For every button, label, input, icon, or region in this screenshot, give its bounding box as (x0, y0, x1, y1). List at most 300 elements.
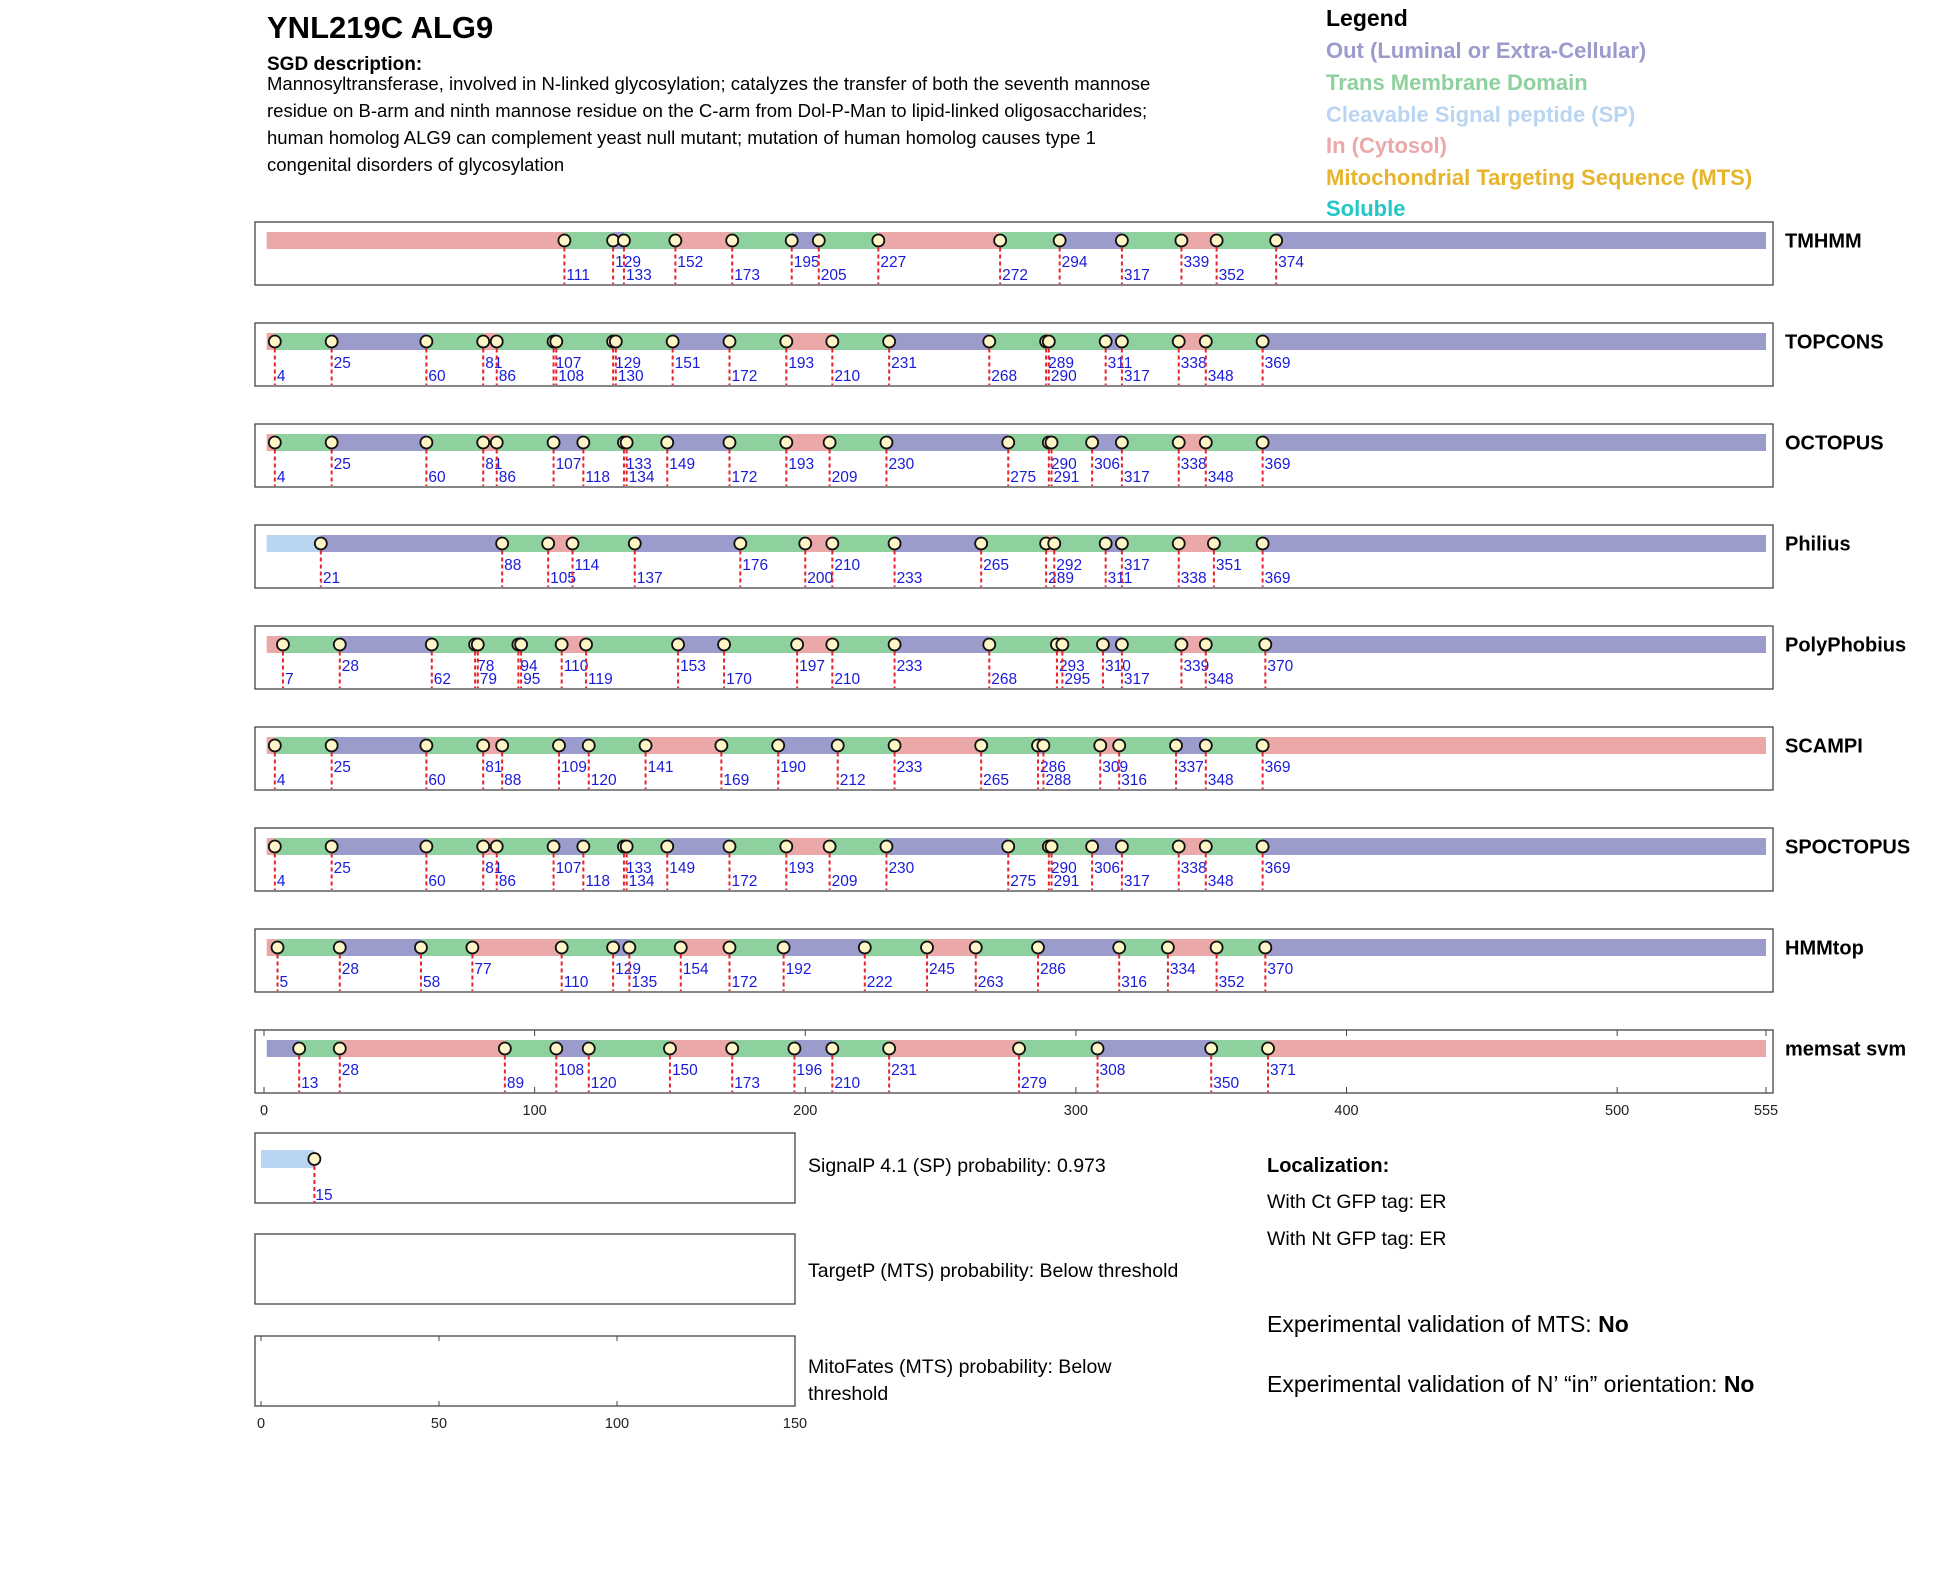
track-memsat-svm (255, 1030, 1906, 1093)
position-label: 135 (631, 974, 658, 991)
segment-tm (729, 939, 783, 956)
position-label: 292 (1056, 557, 1083, 574)
position-marker (975, 538, 987, 550)
position-marker (1257, 538, 1269, 550)
position-marker (1257, 740, 1269, 752)
position-marker (723, 841, 735, 853)
segment-tm (1122, 333, 1179, 350)
position-marker (824, 841, 836, 853)
x-tick-label: 400 (1334, 1103, 1359, 1119)
position-marker (1100, 538, 1112, 550)
segment-tm (1206, 636, 1266, 653)
position-marker (580, 639, 592, 651)
position-label: 114 (574, 557, 600, 574)
position-marker (426, 639, 438, 651)
position-marker (607, 942, 619, 954)
segment-out (678, 636, 724, 653)
segment-tm (1206, 333, 1263, 350)
segment-tm (573, 535, 635, 552)
position-marker (975, 740, 987, 752)
position-label: 289 (1048, 570, 1074, 587)
mitofates-text-cont: threshold (808, 1383, 889, 1405)
segment-tm (502, 535, 548, 552)
segment-tm (556, 333, 613, 350)
position-label: 169 (723, 772, 750, 789)
position-marker (1092, 1043, 1104, 1055)
segment-tm (426, 737, 483, 754)
position-marker (621, 437, 633, 449)
position-marker (983, 336, 995, 348)
legend-item-out: Out (Luminal or Extra-Cellular) (1326, 38, 1647, 63)
position-marker (496, 538, 508, 550)
position-label: 369 (1264, 355, 1291, 372)
position-label: 348 (1207, 469, 1234, 486)
track-scampi (255, 727, 1863, 790)
position-marker (734, 538, 746, 550)
segment-tm (421, 939, 472, 956)
position-label: 306 (1094, 456, 1121, 473)
position-marker (1173, 437, 1185, 449)
position-marker (1200, 841, 1212, 853)
position-marker (334, 942, 346, 954)
position-label: 190 (780, 759, 807, 776)
position-label: 62 (433, 671, 452, 688)
segment-out (784, 939, 865, 956)
position-marker (1200, 639, 1212, 651)
position-marker (1013, 1043, 1025, 1055)
segment-tm (589, 737, 646, 754)
position-label: 286 (1040, 759, 1066, 776)
track-label: SCAMPI (1785, 735, 1863, 758)
position-marker (420, 740, 432, 752)
segment-out (886, 838, 1008, 855)
page-title: YNL219C ALG9 (267, 10, 494, 45)
segment-out (895, 636, 990, 653)
position-label: 60 (428, 469, 446, 486)
position-label: 290 (1050, 368, 1077, 385)
position-marker (1173, 336, 1185, 348)
position-label: 172 (731, 469, 758, 486)
position-label: 263 (977, 974, 1004, 991)
position-label: 212 (839, 772, 866, 789)
segment-tm (1049, 333, 1106, 350)
position-marker (548, 841, 560, 853)
position-label: 334 (1169, 961, 1196, 978)
position-marker (772, 740, 784, 752)
position-label: 231 (891, 1062, 918, 1079)
position-label: 4 (276, 368, 286, 385)
position-label: 133 (625, 860, 652, 877)
position-marker (326, 336, 338, 348)
position-label: 88 (504, 772, 522, 789)
segment-tm (624, 232, 675, 249)
position-marker (1200, 336, 1212, 348)
position-label: 350 (1213, 1075, 1240, 1092)
position-label: 130 (617, 368, 644, 385)
position-label: 149 (669, 456, 696, 473)
position-marker (542, 538, 554, 550)
position-label: 195 (793, 254, 820, 271)
position-marker (491, 437, 503, 449)
segment-tm (275, 737, 332, 754)
position-marker (420, 841, 432, 853)
segment-tm (1122, 535, 1179, 552)
position-marker (315, 538, 327, 550)
position-marker (1116, 235, 1128, 247)
position-label: 81 (485, 355, 503, 372)
segment-tm (740, 535, 805, 552)
position-marker (326, 437, 338, 449)
segment-tm (732, 232, 792, 249)
legend-item-tm: Trans Membrane Domain (1326, 70, 1588, 95)
position-marker (420, 336, 432, 348)
position-marker (1173, 538, 1185, 550)
segment-tm (562, 939, 613, 956)
position-marker (550, 336, 562, 348)
segment-out (1276, 232, 1766, 249)
segment-tm (830, 838, 887, 855)
position-label: 338 (1180, 570, 1207, 587)
segment-tm (729, 838, 786, 855)
position-marker (813, 235, 825, 247)
position-label: 25 (333, 759, 351, 776)
segment-out (1038, 939, 1119, 956)
legend-item-in: In (Cytosol) (1326, 133, 1447, 158)
position-label: 149 (669, 860, 696, 877)
x-tick-label: 100 (522, 1103, 547, 1119)
segment-tm (1119, 737, 1176, 754)
position-marker (1037, 740, 1049, 752)
position-label: 338 (1180, 860, 1207, 877)
track-label: Philius (1785, 533, 1851, 556)
track-spoctopus (255, 828, 1910, 891)
position-marker (726, 1043, 738, 1055)
segment-tm (1214, 535, 1263, 552)
position-label: 265 (983, 557, 1010, 574)
position-label: 288 (1045, 772, 1072, 789)
position-label: 352 (1218, 974, 1245, 991)
position-label: 316 (1121, 974, 1148, 991)
position-label: 294 (1061, 254, 1088, 271)
position-label: 172 (731, 974, 758, 991)
position-label: 210 (834, 671, 861, 688)
position-label: 4 (276, 873, 286, 890)
position-marker (723, 437, 735, 449)
position-marker (872, 235, 884, 247)
segment-in (472, 939, 561, 956)
segment-in (681, 939, 730, 956)
position-marker (277, 639, 289, 651)
position-marker (269, 336, 281, 348)
segment-tm (502, 737, 559, 754)
segment-tm (1054, 535, 1105, 552)
position-label: 88 (504, 557, 522, 574)
position-label: 369 (1264, 759, 1291, 776)
position-marker (477, 841, 489, 853)
position-label: 348 (1207, 368, 1234, 385)
position-label: 317 (1123, 368, 1150, 385)
segment-out (332, 838, 427, 855)
position-marker (308, 1153, 320, 1165)
position-marker (491, 841, 503, 853)
segment-in (1263, 737, 1766, 754)
segment-out (1263, 333, 1766, 350)
position-label: 173 (734, 267, 761, 284)
position-marker (672, 639, 684, 651)
position-label: 109 (560, 759, 587, 776)
legend-title: Legend (1326, 5, 1408, 31)
position-label: 154 (682, 961, 709, 978)
segment-in (878, 232, 1000, 249)
position-label: 150 (671, 1062, 698, 1079)
position-marker (269, 841, 281, 853)
position-label: 133 (625, 456, 652, 473)
segment-in (646, 737, 722, 754)
position-marker (515, 639, 527, 651)
position-label: 118 (585, 873, 611, 890)
position-marker (715, 740, 727, 752)
segment-tm (981, 535, 1046, 552)
segment-tm (724, 636, 797, 653)
position-label: 108 (558, 368, 585, 385)
targetp-text: TargetP (MTS) probability: Below threshold (808, 1260, 1179, 1282)
track-philius (255, 525, 1851, 588)
position-label: 176 (742, 557, 769, 574)
position-marker (780, 437, 792, 449)
position-marker (883, 1043, 895, 1055)
segment-tm (832, 535, 894, 552)
position-label: 209 (831, 469, 858, 486)
segment-tm (1211, 1040, 1268, 1057)
position-marker (550, 1043, 562, 1055)
position-label: 352 (1218, 267, 1245, 284)
position-label: 60 (428, 368, 446, 385)
segment-tm (616, 333, 673, 350)
track-hmmtop (255, 929, 1864, 992)
segment-out (1263, 434, 1766, 451)
segment-tm (589, 1040, 670, 1057)
topology-tracks (255, 222, 1910, 1093)
position-marker (826, 538, 838, 550)
position-label: 309 (1102, 759, 1129, 776)
position-label: 5 (279, 974, 289, 991)
segment-out (667, 434, 729, 451)
position-label: 279 (1021, 1075, 1047, 1092)
segment-out (332, 737, 427, 754)
position-label: 105 (550, 570, 577, 587)
position-label: 107 (555, 355, 582, 372)
segment-tm (497, 333, 554, 350)
position-marker (880, 437, 892, 449)
position-label: 310 (1104, 658, 1131, 675)
track-tmhmm (255, 222, 1862, 285)
segment-tm (732, 1040, 794, 1057)
segment-sp (261, 1150, 314, 1168)
position-label: 231 (891, 355, 918, 372)
position-label: 21 (322, 570, 341, 587)
position-marker (1054, 235, 1066, 247)
position-marker (1048, 538, 1060, 550)
position-marker (664, 1043, 676, 1055)
segment-out (1060, 232, 1122, 249)
position-label: 210 (834, 1075, 861, 1092)
segment-tm (1206, 737, 1263, 754)
x-tick-label: 200 (793, 1103, 818, 1119)
x-tick-label: 50 (430, 1416, 448, 1432)
position-marker (1002, 841, 1014, 853)
position-marker (778, 942, 790, 954)
position-label: 120 (590, 1075, 617, 1092)
segment-tm (832, 1040, 889, 1057)
segment-tm (838, 737, 895, 754)
position-label: 275 (1010, 469, 1037, 486)
legend (1326, 5, 1752, 221)
position-marker (477, 437, 489, 449)
position-marker (983, 639, 995, 651)
position-marker (577, 437, 589, 449)
position-label: 172 (731, 873, 758, 890)
position-label: 286 (1040, 961, 1066, 978)
position-marker (567, 538, 579, 550)
position-label: 233 (896, 759, 923, 776)
position-marker (780, 336, 792, 348)
segment-tm (976, 939, 1038, 956)
segment-out (889, 333, 989, 350)
position-marker (621, 841, 633, 853)
position-marker (826, 336, 838, 348)
localization-ct: With Ct GFP tag: ER (1267, 1191, 1447, 1213)
position-marker (1100, 336, 1112, 348)
position-label: 25 (333, 456, 351, 473)
position-marker (466, 942, 478, 954)
x-tick-label: 500 (1605, 1103, 1630, 1119)
position-marker (1086, 437, 1098, 449)
exp-mts (1267, 1311, 1629, 1337)
position-marker (1175, 235, 1187, 247)
position-marker (1175, 639, 1187, 651)
segment-tm (1122, 434, 1179, 451)
segment-out (340, 939, 421, 956)
position-marker (334, 639, 346, 651)
position-marker (1046, 841, 1058, 853)
position-label: 268 (991, 671, 1018, 688)
position-marker (272, 942, 284, 954)
segment-tm (819, 232, 879, 249)
position-label: 86 (498, 873, 516, 890)
position-label: 133 (625, 267, 652, 284)
position-marker (1257, 336, 1269, 348)
position-marker (824, 437, 836, 449)
segment-out (340, 636, 432, 653)
position-label: 291 (1053, 469, 1080, 486)
position-label: 339 (1183, 658, 1210, 675)
position-marker (583, 1043, 595, 1055)
position-label: 193 (788, 456, 815, 473)
position-label: 209 (831, 873, 858, 890)
position-label: 58 (422, 974, 441, 991)
position-label: 25 (333, 860, 351, 877)
position-label: 245 (929, 961, 955, 978)
position-label: 268 (991, 368, 1018, 385)
segment-out (886, 434, 1008, 451)
segment-tm (832, 636, 894, 653)
position-label: 222 (866, 974, 893, 991)
position-label: 129 (615, 355, 641, 372)
segment-tm (629, 939, 680, 956)
position-label: 272 (1002, 267, 1028, 284)
position-label: 192 (785, 961, 812, 978)
position-marker (1259, 942, 1271, 954)
position-marker (623, 942, 635, 954)
segment-out (673, 333, 730, 350)
track-label: memsat svm (1785, 1038, 1907, 1061)
position-label: 120 (590, 772, 617, 789)
position-marker (661, 841, 673, 853)
position-label: 317 (1123, 873, 1150, 890)
position-label: 81 (485, 759, 503, 776)
position-label: 308 (1099, 1062, 1126, 1079)
position-label: 193 (788, 860, 815, 877)
segment-tm (1119, 939, 1168, 956)
position-label: 28 (341, 658, 360, 675)
signalp-text: SignalP 4.1 (SP) probability: 0.973 (808, 1155, 1106, 1177)
segment-in (1268, 1040, 1766, 1057)
position-label: 81 (485, 860, 503, 877)
position-marker (921, 942, 933, 954)
exp-mts-label: Experimental validation of MTS: (1267, 1311, 1599, 1337)
segment-out (1263, 838, 1766, 855)
mitofates-text: MitoFates (MTS) probability: Below (808, 1356, 1112, 1378)
position-label: 290 (1050, 860, 1077, 877)
position-marker (675, 942, 687, 954)
position-label: 348 (1207, 873, 1234, 890)
description-line: congenital disorders of glycosylation (267, 154, 565, 175)
position-label: 233 (896, 570, 923, 587)
position-label: 173 (734, 1075, 761, 1092)
position-label: 134 (628, 873, 655, 890)
segment-out (332, 333, 427, 350)
position-label: 200 (807, 570, 834, 587)
position-label: 86 (498, 469, 516, 486)
position-label: 306 (1094, 860, 1121, 877)
position-label: 317 (1123, 267, 1150, 284)
segment-tm (426, 434, 483, 451)
track-topcons (255, 323, 1884, 386)
segment-out (895, 535, 982, 552)
position-marker (640, 740, 652, 752)
position-label: 28 (341, 961, 360, 978)
position-label: 370 (1267, 658, 1294, 675)
position-marker (1056, 639, 1068, 651)
position-marker (723, 942, 735, 954)
position-label: 134 (628, 469, 655, 486)
segment-tm (1217, 939, 1266, 956)
legend-item-mts: Mitochondrial Targeting Sequence (MTS) (1326, 165, 1753, 190)
position-label: 337 (1178, 759, 1204, 776)
x-tick-label: 555 (1753, 1103, 1779, 1119)
position-label: 316 (1121, 772, 1148, 789)
position-marker (1113, 942, 1125, 954)
segment-tm (1000, 232, 1060, 249)
position-marker (1211, 235, 1223, 247)
position-label: 111 (566, 267, 590, 284)
position-label: 107 (555, 456, 582, 473)
position-label: 317 (1123, 557, 1150, 574)
position-label: 317 (1123, 469, 1150, 486)
segment-tm (275, 434, 332, 451)
localization-title: Localization: (1267, 1155, 1390, 1177)
position-marker (499, 1043, 511, 1055)
